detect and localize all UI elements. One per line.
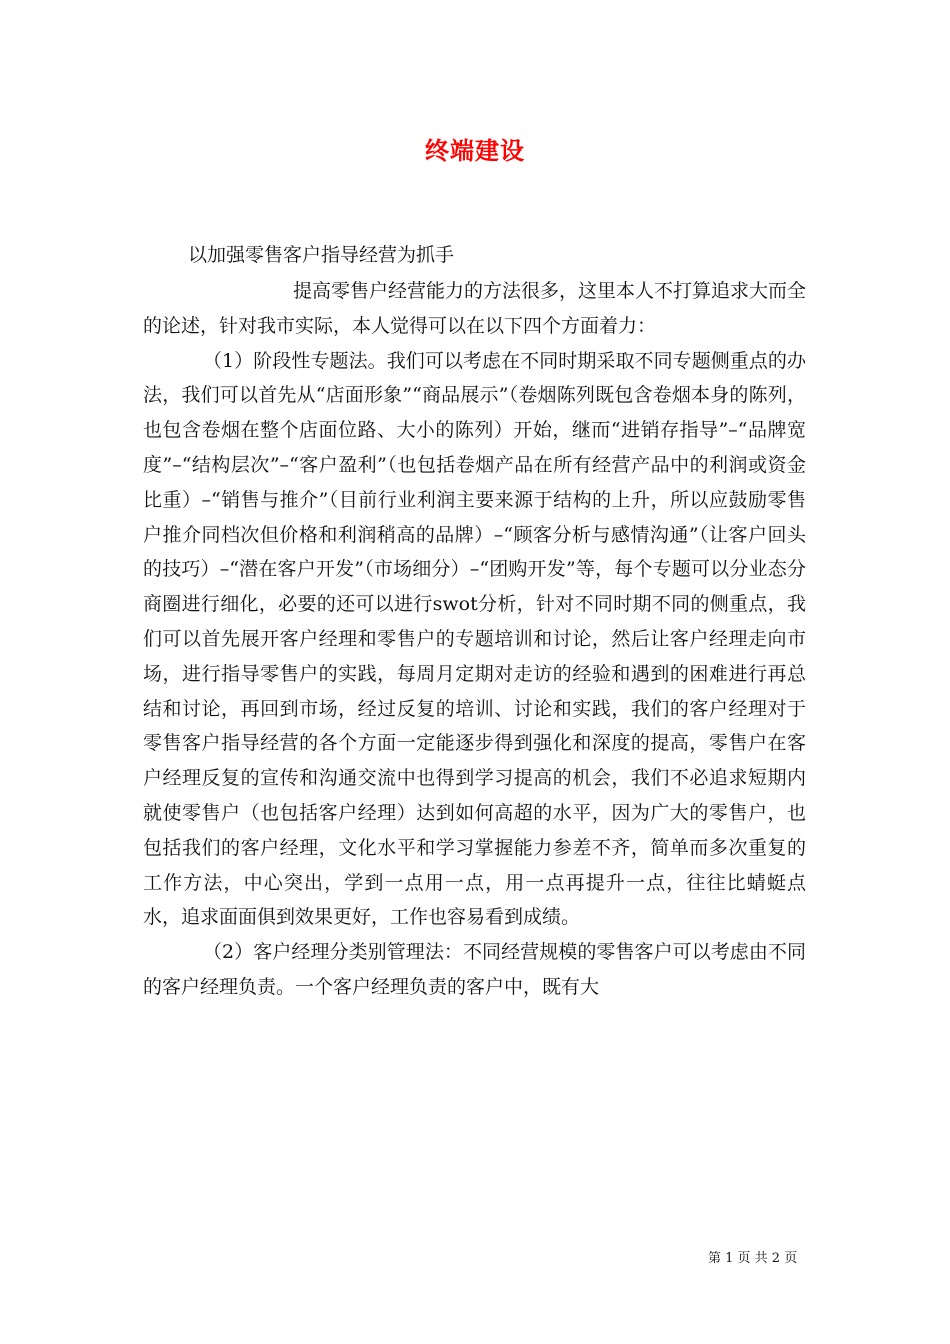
paragraph-method-2: （2）客户经理分类别管理法：不同经营规模的零售客户可以考虑由不同的客户经理负责。一个客户经理负责的客户中，既有大 xyxy=(143,941,806,998)
document-body xyxy=(143,274,806,1005)
document-subtitle: 以加强零售客户指导经营为抓手 xyxy=(188,244,455,266)
paragraph-intro: 提高零售户经营能力的方法很多，这里本人不打算追求大而全的论述，针对我市实际，本人觉得可以在以下四个方面着力： xyxy=(143,280,807,337)
document-title: 终端建设 xyxy=(425,136,525,165)
paragraph-method-1: （1）阶段性专题法。我们可以考虑在不同时期采取不同专题侧重点的办法，我们可以首先从“店面形象”“商品展示”（卷烟陈列既包含卷烟本身的陈列，也包含卷烟在整个店面位路、大小的陈列）开始，继而“进销存指导”–“品牌宽度”–“结构层次”–“客户盈利”（也包括卷烟产品在所有经营产品中的利润或资金比重）–“销售与推介”（目前行业利润主要来源于结构的上升，所以应鼓励零售户推介同档次但价格和利润稍高的品牌）–“顾客分析与感情沟通”（让客户回头的技巧）–“潜在客户开发”（市场细分）–“团购开发”等，每个专题可以分业态分商圈进行细化，必要的还可以进行swot分析，针对不同时期不同的侧重点，我们可以首先展开客户经理和零售户的专题培训和讨论，然后让客户经理走向市场，进行指导零售户的实践，每周月定期对走访的经验和遇到的困难进行再总结和讨论，再回到市场，经过反复的培训、讨论和实践，我们的客户经理对于零售客户指导经营的各个方面一定能逐步得到强化和深度的提高，零售户在客户经理反复的宣传和沟通交流中也得到学习提高的机会，我们不必追求短期内就使零售户（也包括客户经理）达到如何高超的水平，因为广大的零售户，也包括我们的客户经理，文化水平和学习掌握能力参差不齐，简单而多次重复的工作方法，中心突出，学到一点用一点，用一点再提升一点，往往比蜻蜓点水，追求面面俱到效果更好，工作也容易看到成绩。 xyxy=(143,349,806,929)
page-number: 第 1 页 共 2 页 xyxy=(708,1251,798,1266)
